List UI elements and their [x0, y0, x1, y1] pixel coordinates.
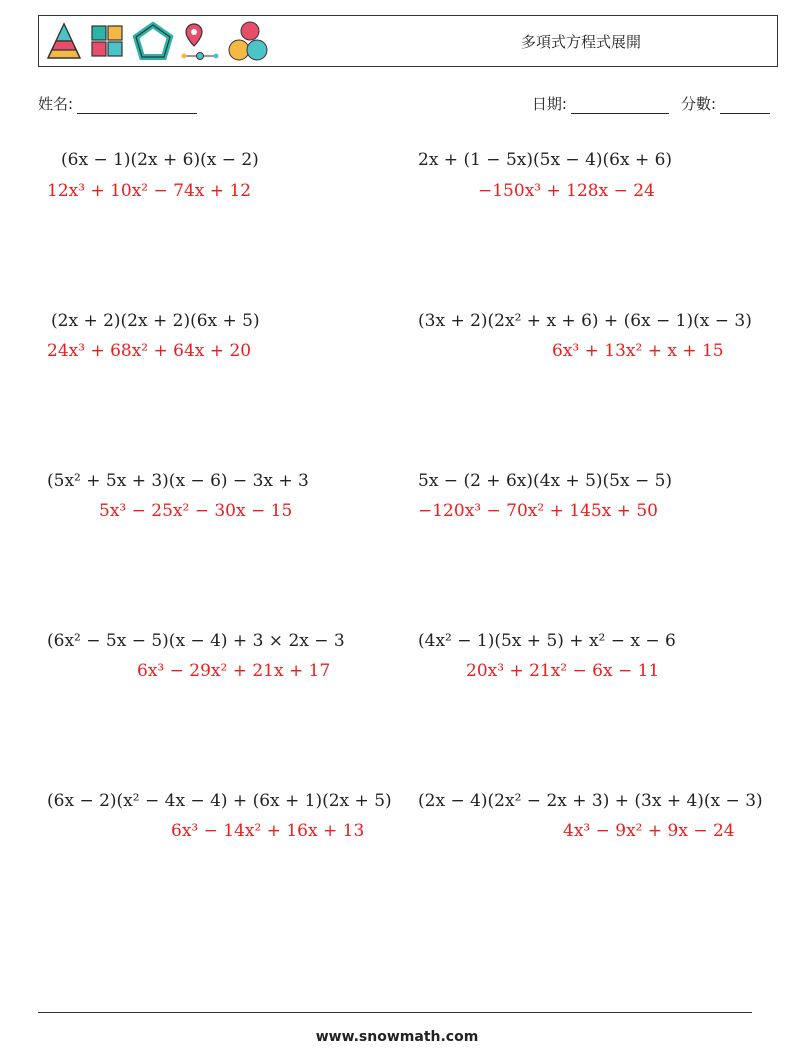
problem-question: 5x − (2 + 6x)(4x + 5)(5x − 5) [418, 471, 673, 491]
problem-question: (3x + 2)(2x² + x + 6) + (6x − 1)(x − 3) [418, 311, 752, 331]
problem-answer: −150x³ + 128x − 24 [478, 181, 655, 201]
score-blank[interactable] [720, 99, 770, 114]
problem-question: (4x² − 1)(5x + 5) + x² − x − 6 [418, 631, 676, 651]
name-label: 姓名: [38, 95, 74, 113]
problem-question: (6x² − 5x − 5)(x − 4) + 3 × 2x − 3 [47, 631, 345, 651]
map-pin-icon [178, 20, 222, 64]
problem-question: (5x² + 5x + 3)(x − 6) − 3x + 3 [47, 471, 309, 491]
logo-row [44, 20, 270, 64]
date-label: 日期: [531, 95, 567, 113]
problem-answer: 5x³ − 25x² − 30x − 15 [99, 501, 293, 521]
pyramid-icon [44, 20, 84, 64]
problem-answer: 4x³ − 9x² + 9x − 24 [563, 821, 735, 841]
problem-question: 2x + (1 − 5x)(5x − 4)(6x + 6) [418, 150, 673, 170]
worksheet-header [38, 15, 778, 67]
footer-divider [38, 1012, 752, 1013]
problem-answer: 6x³ − 29x² + 21x + 17 [137, 661, 331, 681]
problem-question: (6x − 2)(x² − 4x − 4) + (6x + 1)(2x + 5) [47, 791, 392, 811]
problem-answer: −120x³ − 70x² + 145x + 50 [418, 501, 658, 521]
problem-answer: 24x³ + 68x² + 64x + 20 [47, 341, 252, 361]
date-score-fields [532, 93, 770, 114]
problem-question: (2x + 2)(2x + 2)(6x + 5) [51, 311, 260, 331]
score-label: 分數: [680, 95, 716, 113]
name-blank[interactable] [77, 99, 197, 114]
problem-question: (2x − 4)(2x² − 2x + 3) + (3x + 4)(x − 3) [418, 791, 763, 811]
worksheet-title: 多項式方程式展開 [521, 33, 642, 51]
pentagon-icon [132, 20, 174, 64]
problem-answer: 20x³ + 21x² − 6x − 11 [466, 661, 660, 681]
puzzle-icon [88, 20, 128, 64]
name-field [38, 93, 197, 114]
problem-answer: 12x³ + 10x² − 74x + 12 [47, 181, 252, 201]
date-blank[interactable] [571, 99, 669, 114]
problem-question: (6x − 1)(2x + 6)(x − 2) [61, 150, 259, 170]
number-circles-icon [226, 20, 270, 64]
problem-answer: 6x³ − 14x² + 16x + 13 [171, 821, 365, 841]
problem-answer: 6x³ + 13x² + x + 15 [552, 341, 724, 361]
footer-url[interactable]: www.snowmath.com [315, 1029, 479, 1045]
